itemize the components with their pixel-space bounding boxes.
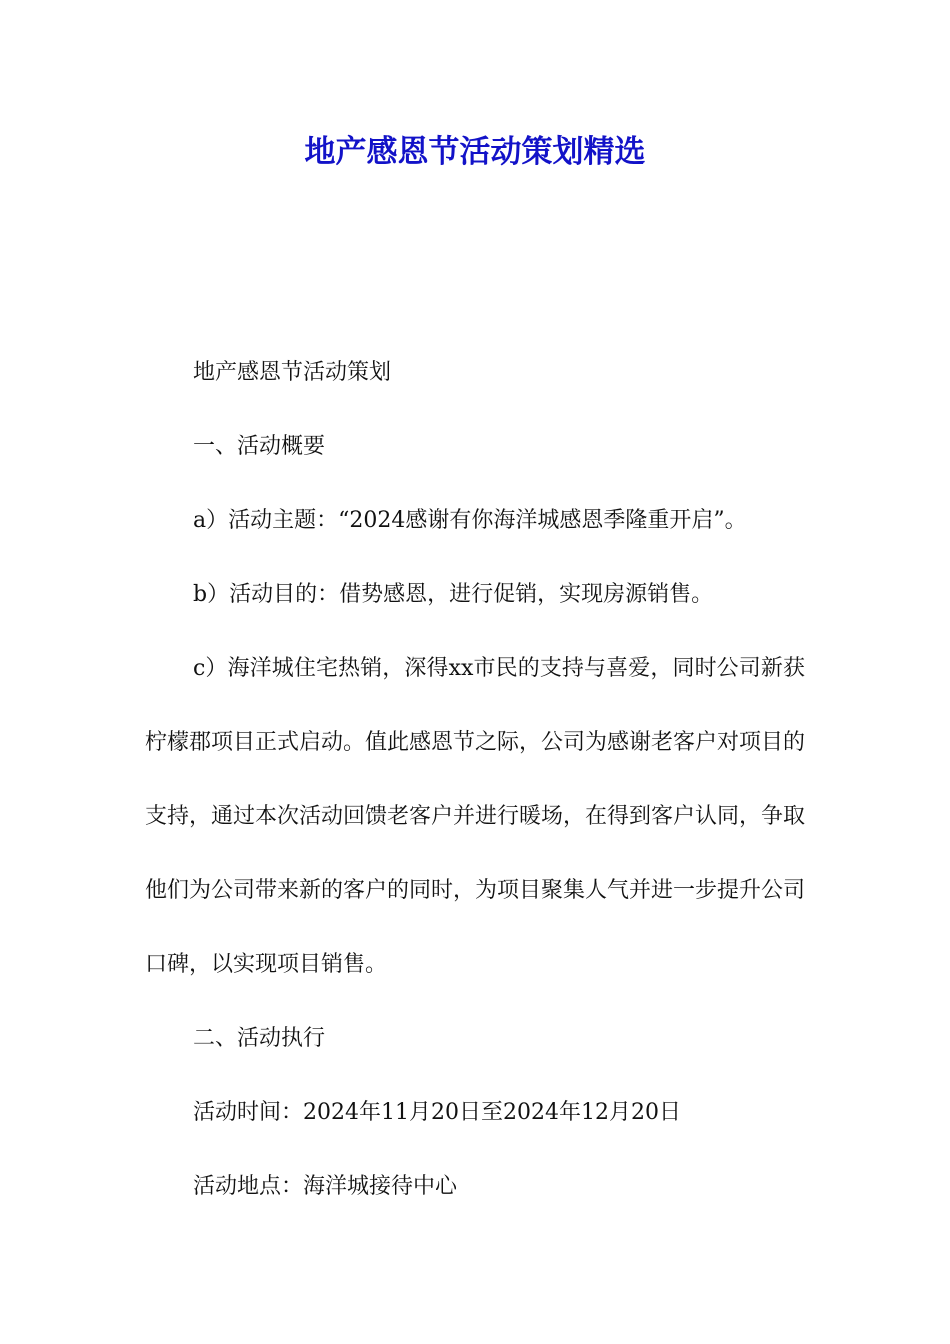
body-paragraph: c）海洋城住宅热销，深得xx市民的支持与喜爱，同时公司新获柠檬郡项目正式启动。值此感恩节之际，公司为感谢老客户对项目的支持，通过本次活动回馈老客户并进行暖场，在得到客户认同，争取他们为公司带来新的客户的同时，为项目聚集人气并进一步提升公司口碑，以实现项目销售。 [145,656,806,977]
section-heading: 地产感恩节活动策划 [193,360,392,385]
body-paragraph: 活动地点：海洋城接待中心 [193,1174,458,1199]
document-body [145,336,805,1224]
section-heading: 一、活动概要 [193,434,326,459]
section-heading: 二、活动执行 [193,1026,326,1051]
document-title: 地产感恩节活动策划精选 [304,134,646,170]
body-paragraph: a）活动主题：“2024感谢有你海洋城感恩季隆重开启”。 [193,508,747,533]
body-paragraph: 活动时间：2024年11月20日至2024年12月20日 [193,1100,681,1125]
body-paragraph: b）活动目的：借势感恩，进行促销，实现房源销售。 [193,582,714,607]
